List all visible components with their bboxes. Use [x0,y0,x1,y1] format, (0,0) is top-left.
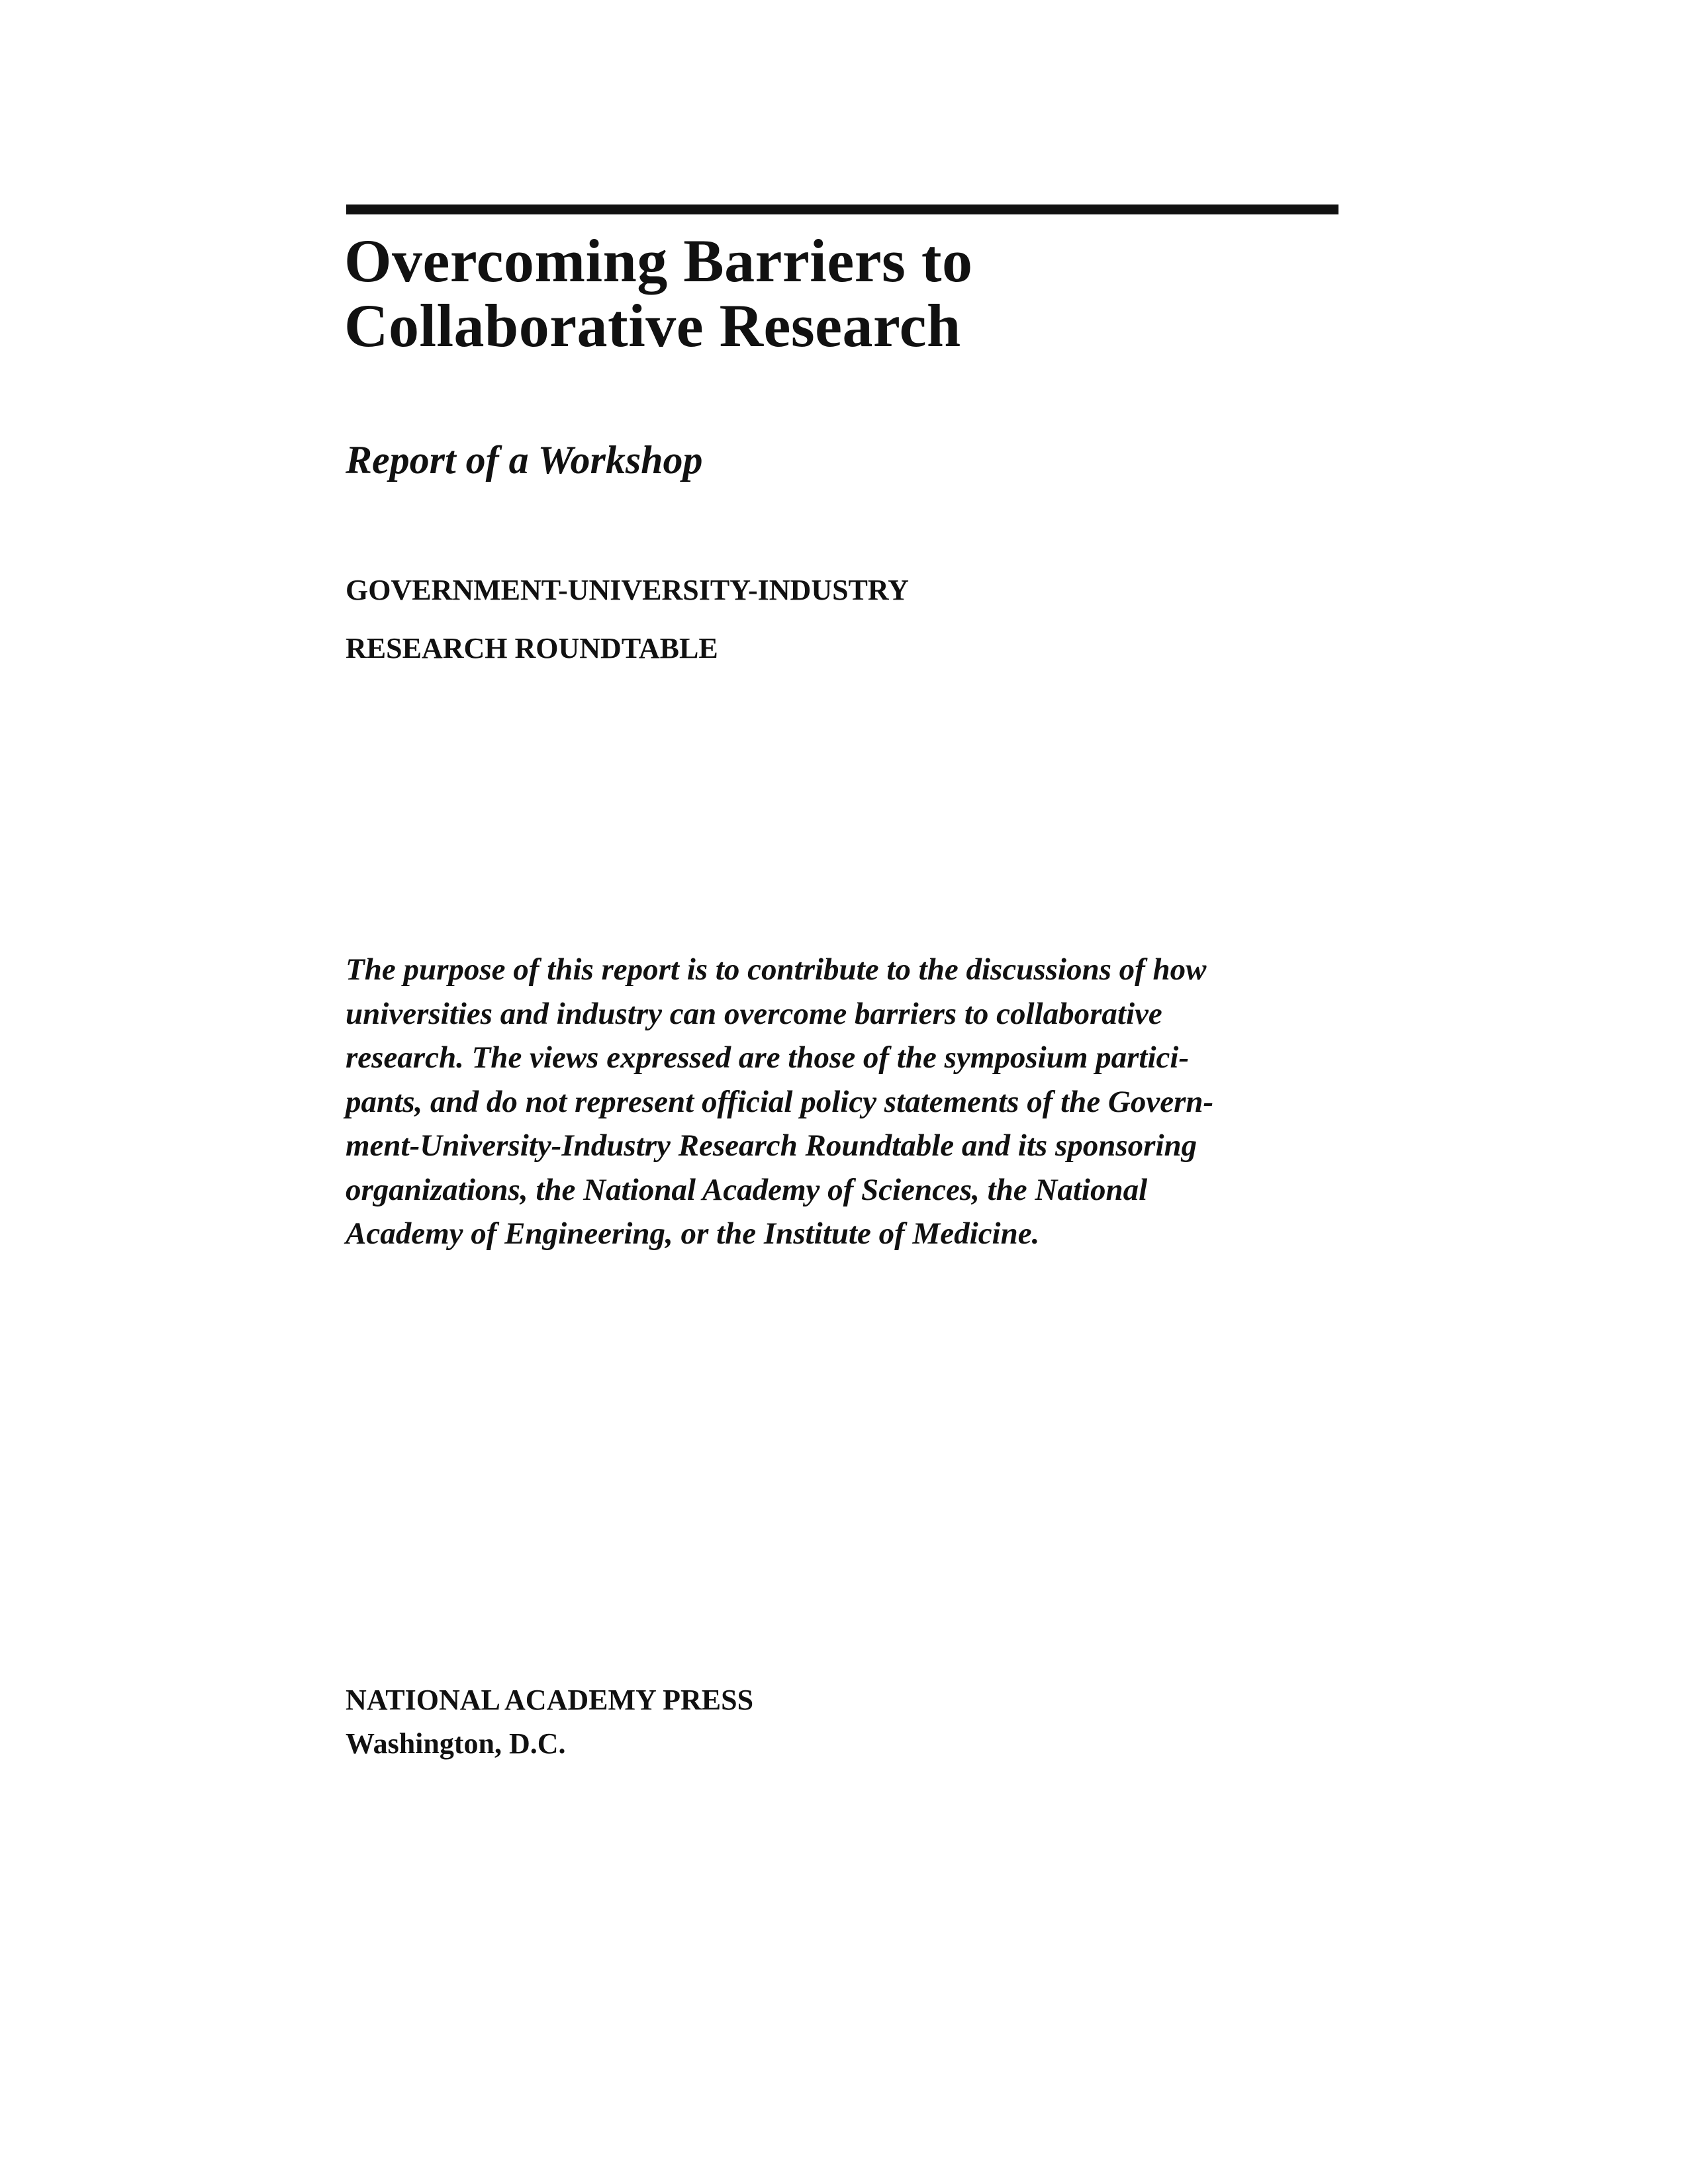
purpose-line: The purpose of this report is to contribute to the discussions of how [346,952,1207,987]
publisher-name: NATIONAL ACADEMY PRESS [346,1684,754,1716]
organization-line-1: GOVERNMENT-UNIVERSITY-INDUSTRY [346,574,909,606]
publisher-location: Washington, D.C. [346,1727,566,1760]
purpose-line: ment-University-Industry Research Roundtable and its sponsoring [346,1128,1197,1163]
title-line-1: Overcoming Barriers to [344,227,973,295]
title-line-2: Collaborative Research [344,292,961,359]
document-subtitle: Report of a Workshop [346,438,703,482]
publisher-block [346,1678,753,1766]
document-title [344,228,1337,358]
purpose-line: Academy of Engineering, or the Institute of Medicine. [346,1216,1040,1251]
organization-line-2: RESEARCH ROUNDTABLE [346,632,718,664]
top-rule [346,205,1338,214]
purpose-line: pants, and do not represent official policy statements of the Govern- [346,1084,1214,1119]
purpose-statement [346,948,1352,1256]
organization-name [346,561,909,678]
purpose-line: universities and industry can overcome barriers to collaborative [346,996,1162,1031]
purpose-line: research. The views expressed are those of the symposium partici- [346,1040,1190,1075]
purpose-line: organizations, the National Academy of Sciences, the National [346,1172,1148,1207]
